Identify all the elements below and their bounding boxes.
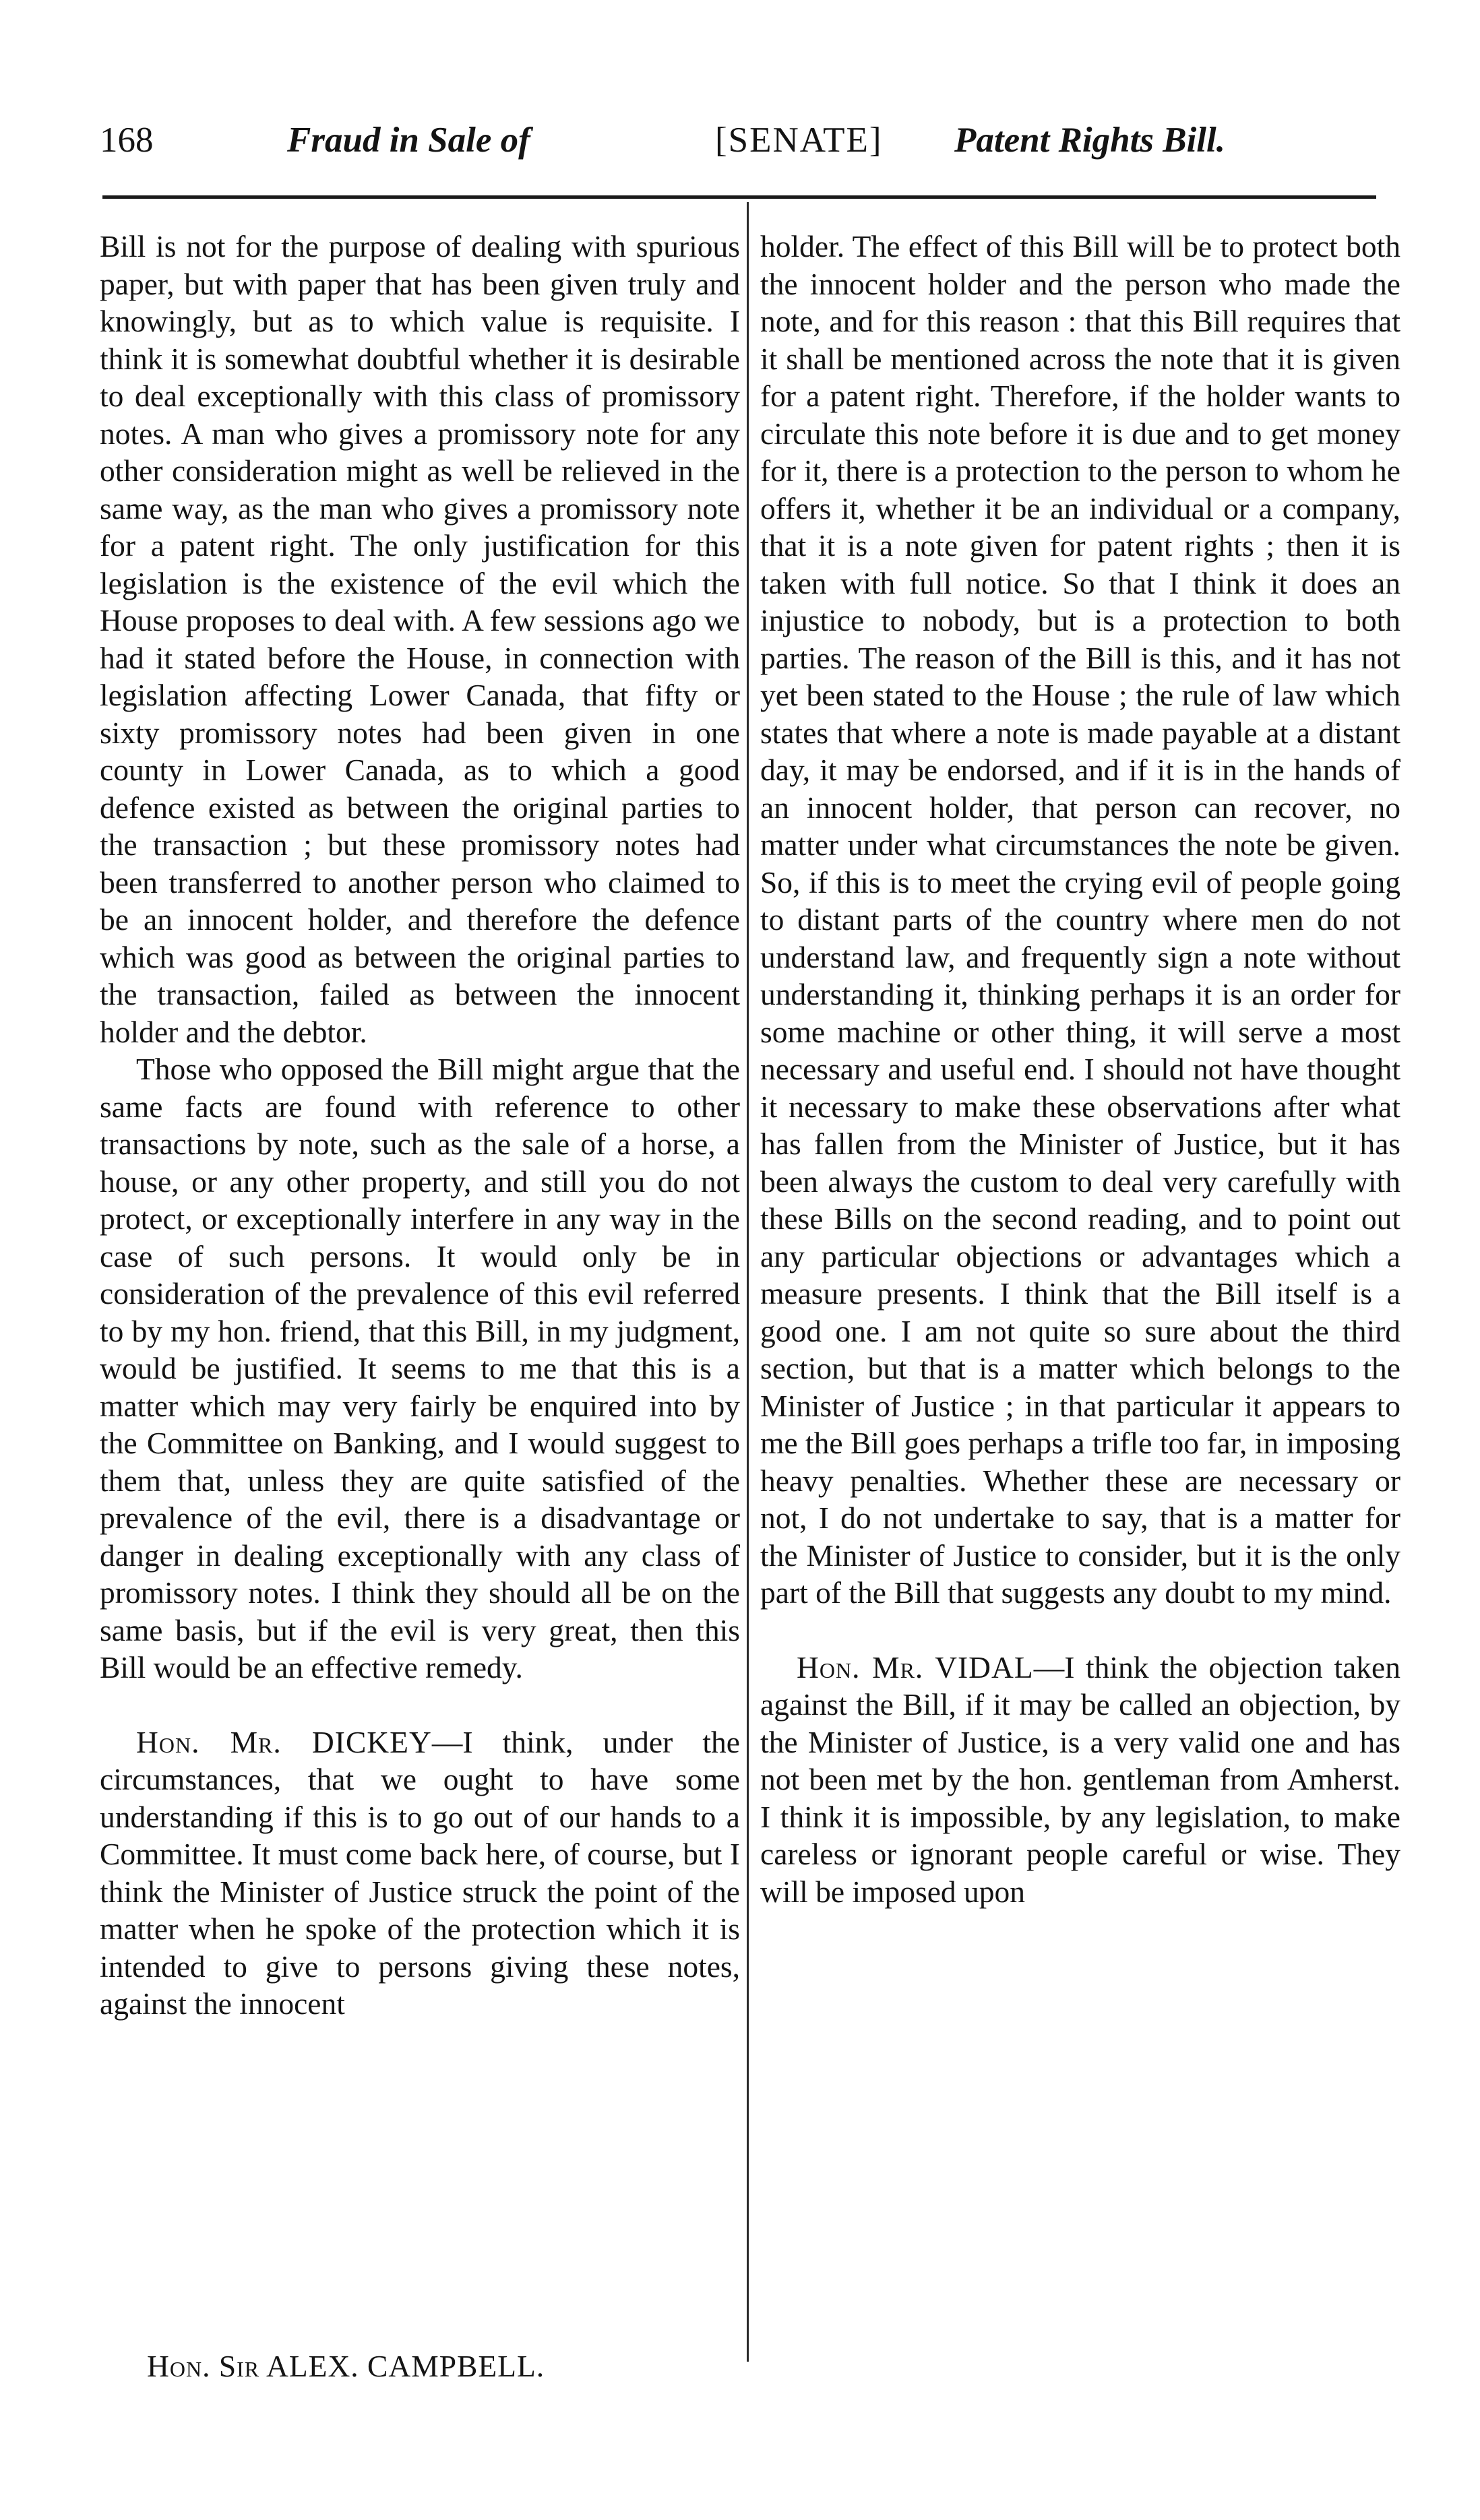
left-column <box>100 228 740 2023</box>
speech-text: —I think, under the circumstances, that we ought to have some understanding if this is to go out of our hands to a Committee. It must come back here, of course, but I think the Minister of Justice struck the point of the matter when he spoke of the protection which it is intended to give to persons giving these notes, against the innocent <box>100 1724 741 2021</box>
paragraph: holder. The effect of this Bill will be to protect both the innocent holder and the person who made the note, and for this reason : that this Bill requires that it shall be mentioned across the note that it is given for a patent right. Therefore, if the holder wants to circulate this note before it is due and to get money for it, there is a protection to the person to whom he offers it, whether it be an individual or a company, that it is a note given for patent rights ; then it is taken with full notice. So that I think it does an injustice to nobody, but is a protection to both parties. The reason of the Bill is this, and it has not yet been stated to the House ; the rule of law which states that where a note is made payable at a distant day, it may be endorsed, and if it is in the hands of an innocent holder, that person can recover, no matter under what circumstances the note be given. So, if this is to meet the crying evil of people going to distant parts of the country where men do not understand law, and frequently sign a note without understanding it, thinking perhaps it is an order for some machine or other thing, it will serve a most necessary and useful end. I should not have thought it necessary to make these observations after what has fallen from the Minister of Justice, but it has been always the custom to deal very carefully with these Bills on the second reading, and to point out any particular objections or advantages which a measure presents. I think that the Bill itself is a good one. I am not quite so sure about the third section, but that is a matter which belongs to the Minister of Justice ; in that particular it appears to me the Bill goes perhaps a trifle too far, in imposing heavy penalties. Whether these are necessary or not, I do not undertake to say, that is a matter for the Minister of Justice to consider, but it is the only part of the Bill that suggests any doubt to my mind. <box>760 229 1400 1610</box>
speech-paragraph <box>100 1724 740 2023</box>
speaker-name: Hon. Mr. DICKEY <box>136 1724 432 1759</box>
page-header <box>100 113 1378 167</box>
speaker-name: Hon. Mr. VIDAL <box>797 1649 1034 1684</box>
right-column <box>760 228 1400 1910</box>
running-title-left: Fraud in Sale of <box>287 121 530 160</box>
running-title-right: Patent Rights Bill. <box>954 121 1226 160</box>
paragraph: Those who opposed the Bill might argue that the same facts are found with reference to other transactions by note, such as the sale of a horse, a house, or any other property, and still you do not protect, or exceptionally interfere in any way in the case of such persons. It would only be in consideration of the prevalence of this evil referred to by my hon. friend, that this Bill, in my judgment, would be justified. It seems to me that this is a matter which may very fairly be enquired into by the Committee on Banking, and I would suggest to them that, unless they are quite satisfied of the prevalence of the evil, there is a disadvantage or danger in dealing exceptionally with any class of promissory notes. I think they should all be on the same basis, but if the evil is very great, then this Bill would be an effective remedy. <box>100 1052 740 1684</box>
running-footer: Hon. Sir ALEX. CAMPBELL. <box>147 2349 545 2383</box>
chamber-label: [SENATE] <box>715 121 883 160</box>
speech-text: —I think the objection taken against the Bill, if it may be called an objection, by the Minister of Justice, is a very valid one and has not been met by the hon. gentleman from Amherst. I think it is impossible, by any legislation, to make careless or ignorant people careful or wise. They will be imposed upon <box>760 1649 1401 1909</box>
paragraph: Bill is not for the purpose of dealing with spurious paper, but with paper that has been given truly and knowingly, but as to which value is requisite. I think it is somewhat doubtful whether it is desirable to deal exceptionally with this class of promissory notes. A man who gives a promissory note for any other consideration might as well be relieved in the same way, as the man who gives a promissory note for a patent right. The only justification for this legislation is the existence of the evil which the House proposes to deal with. A few sessions ago we had it stated before the House, in connection with legislation affecting Lower Canada, that fifty or sixty promissory notes had been given in one county in Lower Canada, as to which a good defence existed as between the original parties to the transaction ; but these promissory notes had been transferred to another person who claimed to be an innocent holder, and therefore the defence which was good as between the original parties to the transaction, failed as between the innocent holder and the debtor. <box>100 229 740 1049</box>
page-number: 168 <box>100 121 154 160</box>
header-rule <box>102 195 1376 199</box>
speech-paragraph <box>760 1649 1400 1911</box>
column-divider <box>747 202 749 2362</box>
